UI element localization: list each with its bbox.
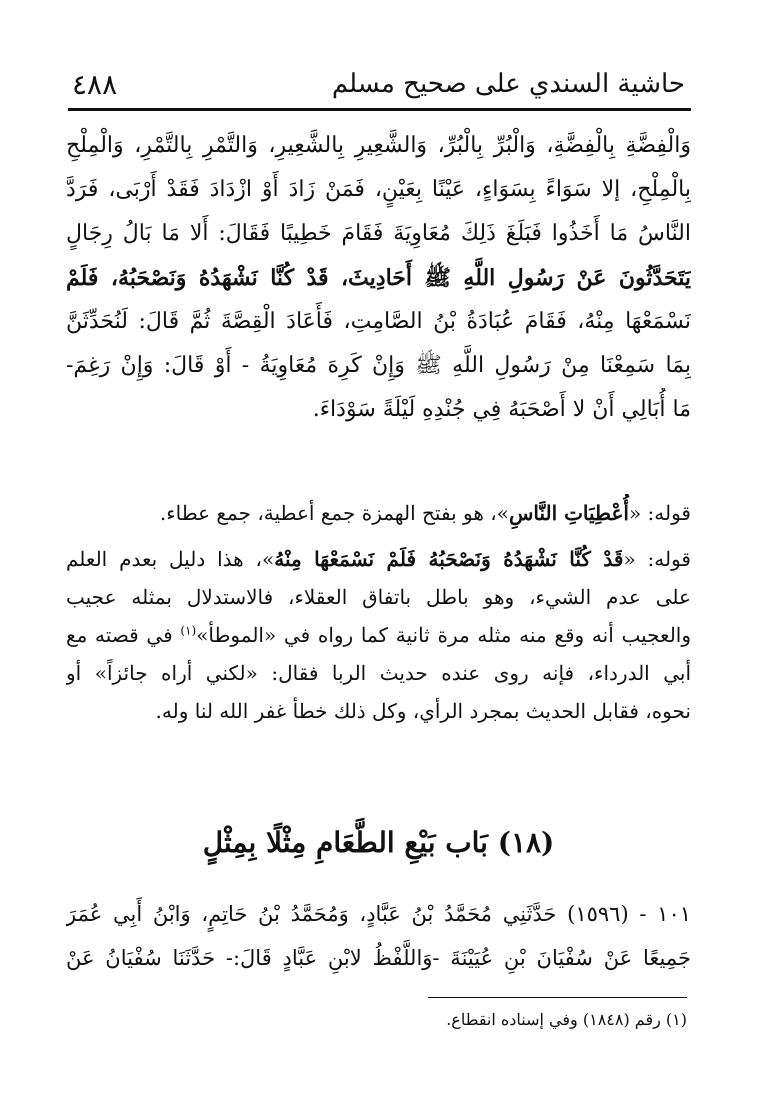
commentary [66,494,691,730]
chapter-heading: (١٨) بَاب بَيْعِ الطَّعَامِ مِثْلًا بِمِثْلٍ [202,826,555,859]
hadith-chain [66,892,691,980]
hadith-text [66,124,691,432]
quoted-phrase: أُعْطِيَاتِ النَّاسِ [508,501,629,525]
page-number: ٤٨٨ [72,67,118,101]
footnote-marker: (١) [180,623,197,638]
footnote-rule [428,997,687,998]
header-rule [68,108,691,111]
hadith-chain-line: جَمِيعًا عَنْ سُفْيَانَ بْنِ عُيَيْنَةَ -وَاللَّفْظُ لابْنِ عَبَّادٍ قَالَ:- حَدَّثَنَا سُفْيَانُ عَنْ [66,946,691,970]
commentary-line: والعجيب أنه وقع منه مثله مرة ثانية كما رواه في «الموطأ»$^{(١)}$ في قصته مع [66,623,691,647]
quoted-phrase: قَدْ كُنَّا نَشْهَدُهُ وَنَصْحَبُهُ فَلَمْ نَسْمَعْهَا مِنْهُ [274,547,624,571]
hadith-line: وَالْفِضَّةِ بِالْفِضَّةِ، وَالْبُرِّ بِالْبُرِّ، وَالشَّعِيرِ بِالشَّعِيرِ، وَالتَّمْرِ بِالتَّمْرِ، وَالْمِلْحِ [66,133,691,158]
hadith-chain-line: ١٠١ - (١٥٩٦) حَدَّثَنِي مُحَمَّدُ بْنُ عَبَّادٍ، وَمُحَمَّدُ بْنُ حَاتِمٍ، وَابْنُ أَبِي عُمَرَ [66,902,691,926]
footnote: (١) رقم (١٨٤٨) وفي إسناده انقطاع. [446,1010,687,1029]
commentary-line: قوله: «قَدْ كُنَّا نَشْهَدُهُ وَنَصْحَبُهُ فَلَمْ نَسْمَعْهَا مِنْهُ»، هذا دليل بعدم العلم [66,547,691,571]
hadith-line: مَا أُبَالِي أَنْ لا أَصْحَبَهُ فِي جُنْدِهِ لَيْلَةً سَوْدَاءَ. [312,397,691,422]
hadith-line: بِالْمِلْحِ، إلا سَوَاءً بِسَوَاءٍ، عَيْنًا بِعَيْنٍ، فَمَنْ زَادَ أَوْ ازْدَادَ فَقَدْ أَرْبَى، فَرَدَّ [66,177,691,202]
commentary-line: قوله: «أُعْطِيَاتِ النَّاسِ»، هو بفتح الهمزة جمع أعطية، جمع عطاء. [159,501,691,525]
commentary-line: على عدم الشيء، وهو باطل باتفاق العقلاء، فالاستدلال بمثله عجيب [66,585,691,609]
running-title: حاشية السندي على صحيح مسلم [331,69,685,99]
page-header [72,62,685,106]
hadith-line: يَتَحَدَّثُونَ عَنْ رَسُولِ اللَّهِ ﷺ أَحَادِيثَ، قَدْ كُنَّا نَشْهَدُهُ وَنَصْحَبُهُ، فَلَمْ [66,265,691,291]
hadith-line: بِمَا سَمِعْنَا مِنْ رَسُولِ اللَّهِ ﷺ وَإِنْ كَرِهَ مُعَاوِيَةُ - أَوْ قَالَ: وَإِنْ رَغِمَ- [66,353,691,378]
hadith-line: النَّاسُ مَا أَخَذُوا فَبَلَغَ ذَلِكَ مُعَاوِيَةَ فَقَامَ خَطِيبًا فَقَالَ: أَلا مَا بَالُ رِجَالٍ [66,221,691,246]
commentary-line: أبي الدرداء، فإنه روى عنده حديث الربا فقال: «لكني أراه جائزاً» أو [66,661,691,685]
commentary-line: نحوه، فقابل الحديث بمجرد الرأي، وكل ذلك خطأ غفر الله لنا وله. [155,699,691,723]
hadith-line: نَسْمَعْهَا مِنْهُ، فَقَامَ عُبَادَةُ بْنُ الصَّامِتِ، فَأَعَادَ الْقِصَّةَ ثُمَّ قَالَ: لَنُحَدِّثَنَّ [66,309,691,334]
